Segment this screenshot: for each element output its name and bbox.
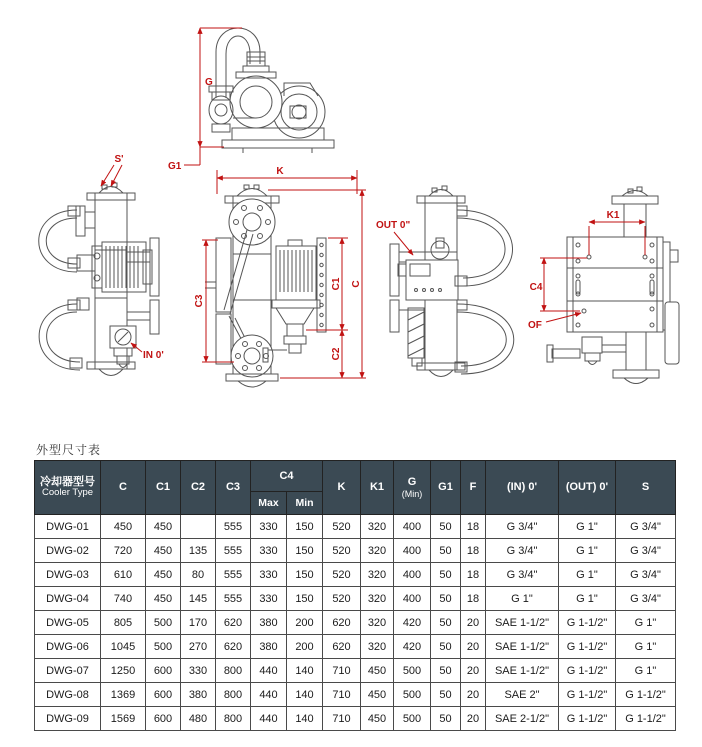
dimension-cell: 555 <box>216 563 251 587</box>
dimension-cell: 520 <box>323 587 361 611</box>
dimension-cell: 50 <box>431 707 461 731</box>
dimension-cell: 380 <box>251 611 287 635</box>
header-c2: C2 <box>181 461 216 515</box>
dim-label-k1: K1 <box>606 210 620 221</box>
dimension-cell: 440 <box>251 707 287 731</box>
dimension-cell: 500 <box>394 659 431 683</box>
dimension-cell: G 1" <box>616 635 676 659</box>
header-out: (OUT) 0' <box>559 461 616 515</box>
dimension-cell: G 1-1/2" <box>559 635 616 659</box>
dimension-cell: 200 <box>287 611 323 635</box>
dimension-cell: 50 <box>431 563 461 587</box>
table-row <box>35 659 676 683</box>
dimension-cell: 500 <box>394 707 431 731</box>
dimension-cell: 450 <box>101 515 146 539</box>
dimension-cell: 50 <box>431 515 461 539</box>
header-g-label: G <box>407 476 417 488</box>
dimension-cell: G 1" <box>559 587 616 611</box>
dimension-cell: G 1-1/2" <box>559 683 616 707</box>
header-g <box>394 461 431 515</box>
table-header <box>35 461 676 515</box>
header-g-min: (Min) <box>401 488 423 499</box>
dimension-cell: 140 <box>287 683 323 707</box>
dimension-cell: G 3/4" <box>486 539 559 563</box>
cooler-type-cell: DWG-01 <box>35 515 101 539</box>
header-c3: C3 <box>216 461 251 515</box>
cooler-type-cell: DWG-07 <box>35 659 101 683</box>
pump-top-view <box>209 28 334 153</box>
dimension-cell: 520 <box>323 539 361 563</box>
dimension-cell: 420 <box>394 635 431 659</box>
dimension-cell: 450 <box>146 539 181 563</box>
dimension-cell: 555 <box>216 539 251 563</box>
table-row <box>35 707 676 731</box>
dimension-cell: G 1" <box>559 539 616 563</box>
dimension-cell: 620 <box>216 611 251 635</box>
dimension-cell: 610 <box>101 563 146 587</box>
front-view <box>205 185 326 387</box>
cooler-type-cell: DWG-09 <box>35 707 101 731</box>
dimension-cell <box>181 515 216 539</box>
dimension-cell: G 1-1/2" <box>559 707 616 731</box>
header-k1: K1 <box>361 461 394 515</box>
dimension-cell: SAE 2-1/2" <box>486 707 559 731</box>
dimension-cell: SAE 1-1/2" <box>486 635 559 659</box>
header-g1: G1 <box>431 461 461 515</box>
dimension-cell: 400 <box>394 563 431 587</box>
dimension-cell: 150 <box>287 587 323 611</box>
dimension-cell: G 3/4" <box>486 563 559 587</box>
dimension-cell: 140 <box>287 707 323 731</box>
header-cooler-type <box>35 461 101 515</box>
dimension-cell: 520 <box>323 563 361 587</box>
dim-label-s: S' <box>114 154 124 165</box>
dimension-cell: G 1" <box>616 611 676 635</box>
dimension-cell: 520 <box>323 515 361 539</box>
dimension-cell: 330 <box>251 539 287 563</box>
dimension-labels <box>114 77 619 361</box>
dimension-cell: 150 <box>287 539 323 563</box>
dimension-cell: G 3/4" <box>486 515 559 539</box>
cooler-type-cell: DWG-08 <box>35 683 101 707</box>
dimension-cell: G 1-1/2" <box>616 683 676 707</box>
dimension-cell: 18 <box>461 587 486 611</box>
header-c4-max: Max <box>251 492 287 515</box>
dimension-cell: SAE 1-1/2" <box>486 611 559 635</box>
table-row <box>35 563 676 587</box>
dimension-cell: G 1-1/2" <box>559 611 616 635</box>
dimension-cell: 600 <box>146 683 181 707</box>
dimension-cell: 50 <box>431 659 461 683</box>
table-caption: 外型尺寸表 <box>36 443 102 457</box>
dimension-cell: 450 <box>361 683 394 707</box>
dim-label-g: G <box>205 77 213 88</box>
header-cooler-type-en: Cooler Type <box>41 487 94 499</box>
header-c1: C1 <box>146 461 181 515</box>
table-body <box>35 515 676 731</box>
cooler-type-cell: DWG-06 <box>35 635 101 659</box>
dimension-cell: G 1" <box>559 563 616 587</box>
dimension-cell: 135 <box>181 539 216 563</box>
dimension-cell: 320 <box>361 611 394 635</box>
dimension-cell: 380 <box>181 683 216 707</box>
dim-label-k: K <box>276 166 284 177</box>
dimension-cell: 450 <box>146 515 181 539</box>
dimension-cell: 1250 <box>101 659 146 683</box>
dimension-cell: 1045 <box>101 635 146 659</box>
side-view-right <box>390 186 514 377</box>
dimension-cell: 320 <box>361 563 394 587</box>
dimension-cell: 50 <box>431 539 461 563</box>
dimension-cell: SAE 1-1/2" <box>486 659 559 683</box>
dimension-cell: 720 <box>101 539 146 563</box>
dimension-cell: 200 <box>287 635 323 659</box>
dimension-cell: 330 <box>251 587 287 611</box>
dimension-cell: 450 <box>146 563 181 587</box>
dimension-cell: 620 <box>323 611 361 635</box>
dim-label-of: OF <box>528 320 542 331</box>
dim-label-c1: C1 <box>331 277 342 291</box>
side-view-left <box>39 183 159 376</box>
dimension-cell: 50 <box>431 611 461 635</box>
table-row <box>35 635 676 659</box>
table-row <box>35 539 676 563</box>
header-f: F <box>461 461 486 515</box>
dimension-cell: 18 <box>461 563 486 587</box>
dimension-cell: 480 <box>181 707 216 731</box>
dimension-cell: 710 <box>323 659 361 683</box>
dimension-cell: 320 <box>361 635 394 659</box>
dimension-cell: 20 <box>461 683 486 707</box>
table-row <box>35 587 676 611</box>
cooler-type-cell: DWG-03 <box>35 563 101 587</box>
dimension-cell: G 1" <box>486 587 559 611</box>
dimension-cell: 440 <box>251 683 287 707</box>
dimension-cell: G 1-1/2" <box>559 659 616 683</box>
dimension-cell: 20 <box>461 611 486 635</box>
dimension-cell: 600 <box>146 707 181 731</box>
dimension-cell: 450 <box>361 659 394 683</box>
dimension-cell: 500 <box>146 611 181 635</box>
dimension-cell: 330 <box>181 659 216 683</box>
dimension-cell: 50 <box>431 635 461 659</box>
dimension-cell: 320 <box>361 539 394 563</box>
dimension-cell: 20 <box>461 707 486 731</box>
dim-label-c2: C2 <box>331 347 342 361</box>
dimension-cell: G 3/4" <box>616 515 676 539</box>
dimension-cell: 50 <box>431 587 461 611</box>
dimension-cell: 20 <box>461 659 486 683</box>
dimension-cell: 450 <box>361 707 394 731</box>
dimension-cell: 600 <box>146 659 181 683</box>
dimension-cell: 400 <box>394 587 431 611</box>
dimension-cell: 500 <box>146 635 181 659</box>
dimension-cell: 500 <box>394 683 431 707</box>
dimension-cell: 555 <box>216 587 251 611</box>
dim-label-c4: C4 <box>529 282 543 293</box>
dimension-table <box>34 460 676 731</box>
dimension-cell: 330 <box>251 515 287 539</box>
dimension-cell: 18 <box>461 515 486 539</box>
dimension-cell: 80 <box>181 563 216 587</box>
dimension-cell: 50 <box>431 683 461 707</box>
dimension-cell: 450 <box>146 587 181 611</box>
dimension-cell: 170 <box>181 611 216 635</box>
dimension-cell: 380 <box>251 635 287 659</box>
dimension-cell: 800 <box>216 707 251 731</box>
dimension-cell: G 3/4" <box>616 539 676 563</box>
header-c: C <box>101 461 146 515</box>
dimension-cell: 805 <box>101 611 146 635</box>
dimension-cell: 420 <box>394 611 431 635</box>
dimension-cell: 400 <box>394 539 431 563</box>
dimension-cell: 330 <box>251 563 287 587</box>
dimension-cell: 18 <box>461 539 486 563</box>
dimension-cell: 620 <box>323 635 361 659</box>
dim-label-out: OUT 0" <box>376 220 411 231</box>
dimension-cell: 620 <box>216 635 251 659</box>
cooler-type-cell: DWG-04 <box>35 587 101 611</box>
dimension-cell: 140 <box>287 659 323 683</box>
header-cooler-type-cn: 冷却器型号 <box>40 475 95 488</box>
dimension-cell: 270 <box>181 635 216 659</box>
dimension-cell: 710 <box>323 707 361 731</box>
dim-label-c: C <box>351 280 362 288</box>
dimension-cell: 1569 <box>101 707 146 731</box>
dimension-cell: G 3/4" <box>616 563 676 587</box>
header-c4-min: Min <box>287 492 323 515</box>
dimension-cell: G 3/4" <box>616 587 676 611</box>
dimension-cell: 150 <box>287 515 323 539</box>
dimension-cell: G 1-1/2" <box>616 707 676 731</box>
header-k: K <box>323 461 361 515</box>
dimension-cell: 150 <box>287 563 323 587</box>
dimension-cell: 320 <box>361 587 394 611</box>
dimension-lines <box>101 28 645 378</box>
dimension-cell: 440 <box>251 659 287 683</box>
dimension-cell: 1369 <box>101 683 146 707</box>
header-s: S <box>616 461 676 515</box>
dimension-cell: 710 <box>323 683 361 707</box>
dimension-cell: 400 <box>394 515 431 539</box>
cooler-type-cell: DWG-05 <box>35 611 101 635</box>
table-row <box>35 611 676 635</box>
dim-label-c3: C3 <box>194 294 205 308</box>
dimension-cell: 320 <box>361 515 394 539</box>
table-row <box>35 683 676 707</box>
dimension-cell: 800 <box>216 683 251 707</box>
cooler-type-cell: DWG-02 <box>35 539 101 563</box>
header-c4: C4 <box>251 461 323 492</box>
dimension-cell: 740 <box>101 587 146 611</box>
dimension-cell: 145 <box>181 587 216 611</box>
table-row <box>35 515 676 539</box>
header-in: (IN) 0' <box>486 461 559 515</box>
dim-label-g1: G1 <box>168 161 182 172</box>
dim-label-in: IN 0' <box>143 350 164 361</box>
dimension-cell: 20 <box>461 635 486 659</box>
dimension-cell: SAE 2" <box>486 683 559 707</box>
dimension-cell: G 1" <box>616 659 676 683</box>
dimension-cell: 555 <box>216 515 251 539</box>
dimension-cell: 800 <box>216 659 251 683</box>
dimension-cell: G 1" <box>559 515 616 539</box>
